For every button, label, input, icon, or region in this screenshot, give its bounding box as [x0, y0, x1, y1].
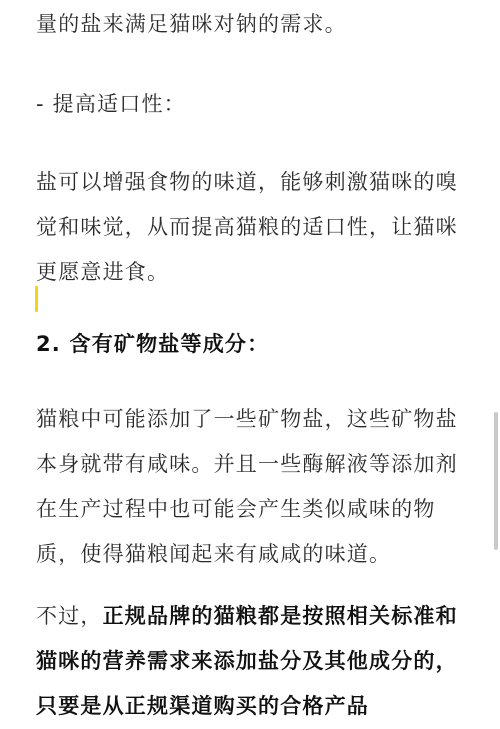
conclusion-lead: 不过，	[36, 604, 103, 628]
accent-bar	[35, 286, 38, 312]
paragraph-mineral-salt: 猫粮中可能添加了一些矿物盐，这些矿物盐本身就带有咸味。并且一些酶解液等添加剂在生产过程中也可能会产生类似咸味的物质，使得猫粮闻起来有咸咸的味道。	[36, 407, 458, 566]
conclusion-bold: 正规品牌的猫粮都是按照相关标准和猫咪的营养需求来添加盐分及其他成分的，只要是从正规渠道购买的合格产品	[36, 604, 458, 718]
scrollbar-thumb[interactable]	[494, 412, 498, 550]
paragraph-palatability-label: - 提高适口性：	[36, 92, 186, 116]
paragraph-conclusion	[36, 594, 470, 729]
paragraph-palatability: 盐可以增强食物的味道，能够刺激猫咪的嗅觉和味觉，从而提高猫粮的适口性，让猫咪更愿意进食。	[36, 170, 458, 284]
paragraph-sodium-need: 量的盐来满足猫咪对钠的需求。	[36, 12, 347, 36]
section-heading-mineral-salt: 2. 含有矿物盐等成分：	[36, 332, 270, 356]
